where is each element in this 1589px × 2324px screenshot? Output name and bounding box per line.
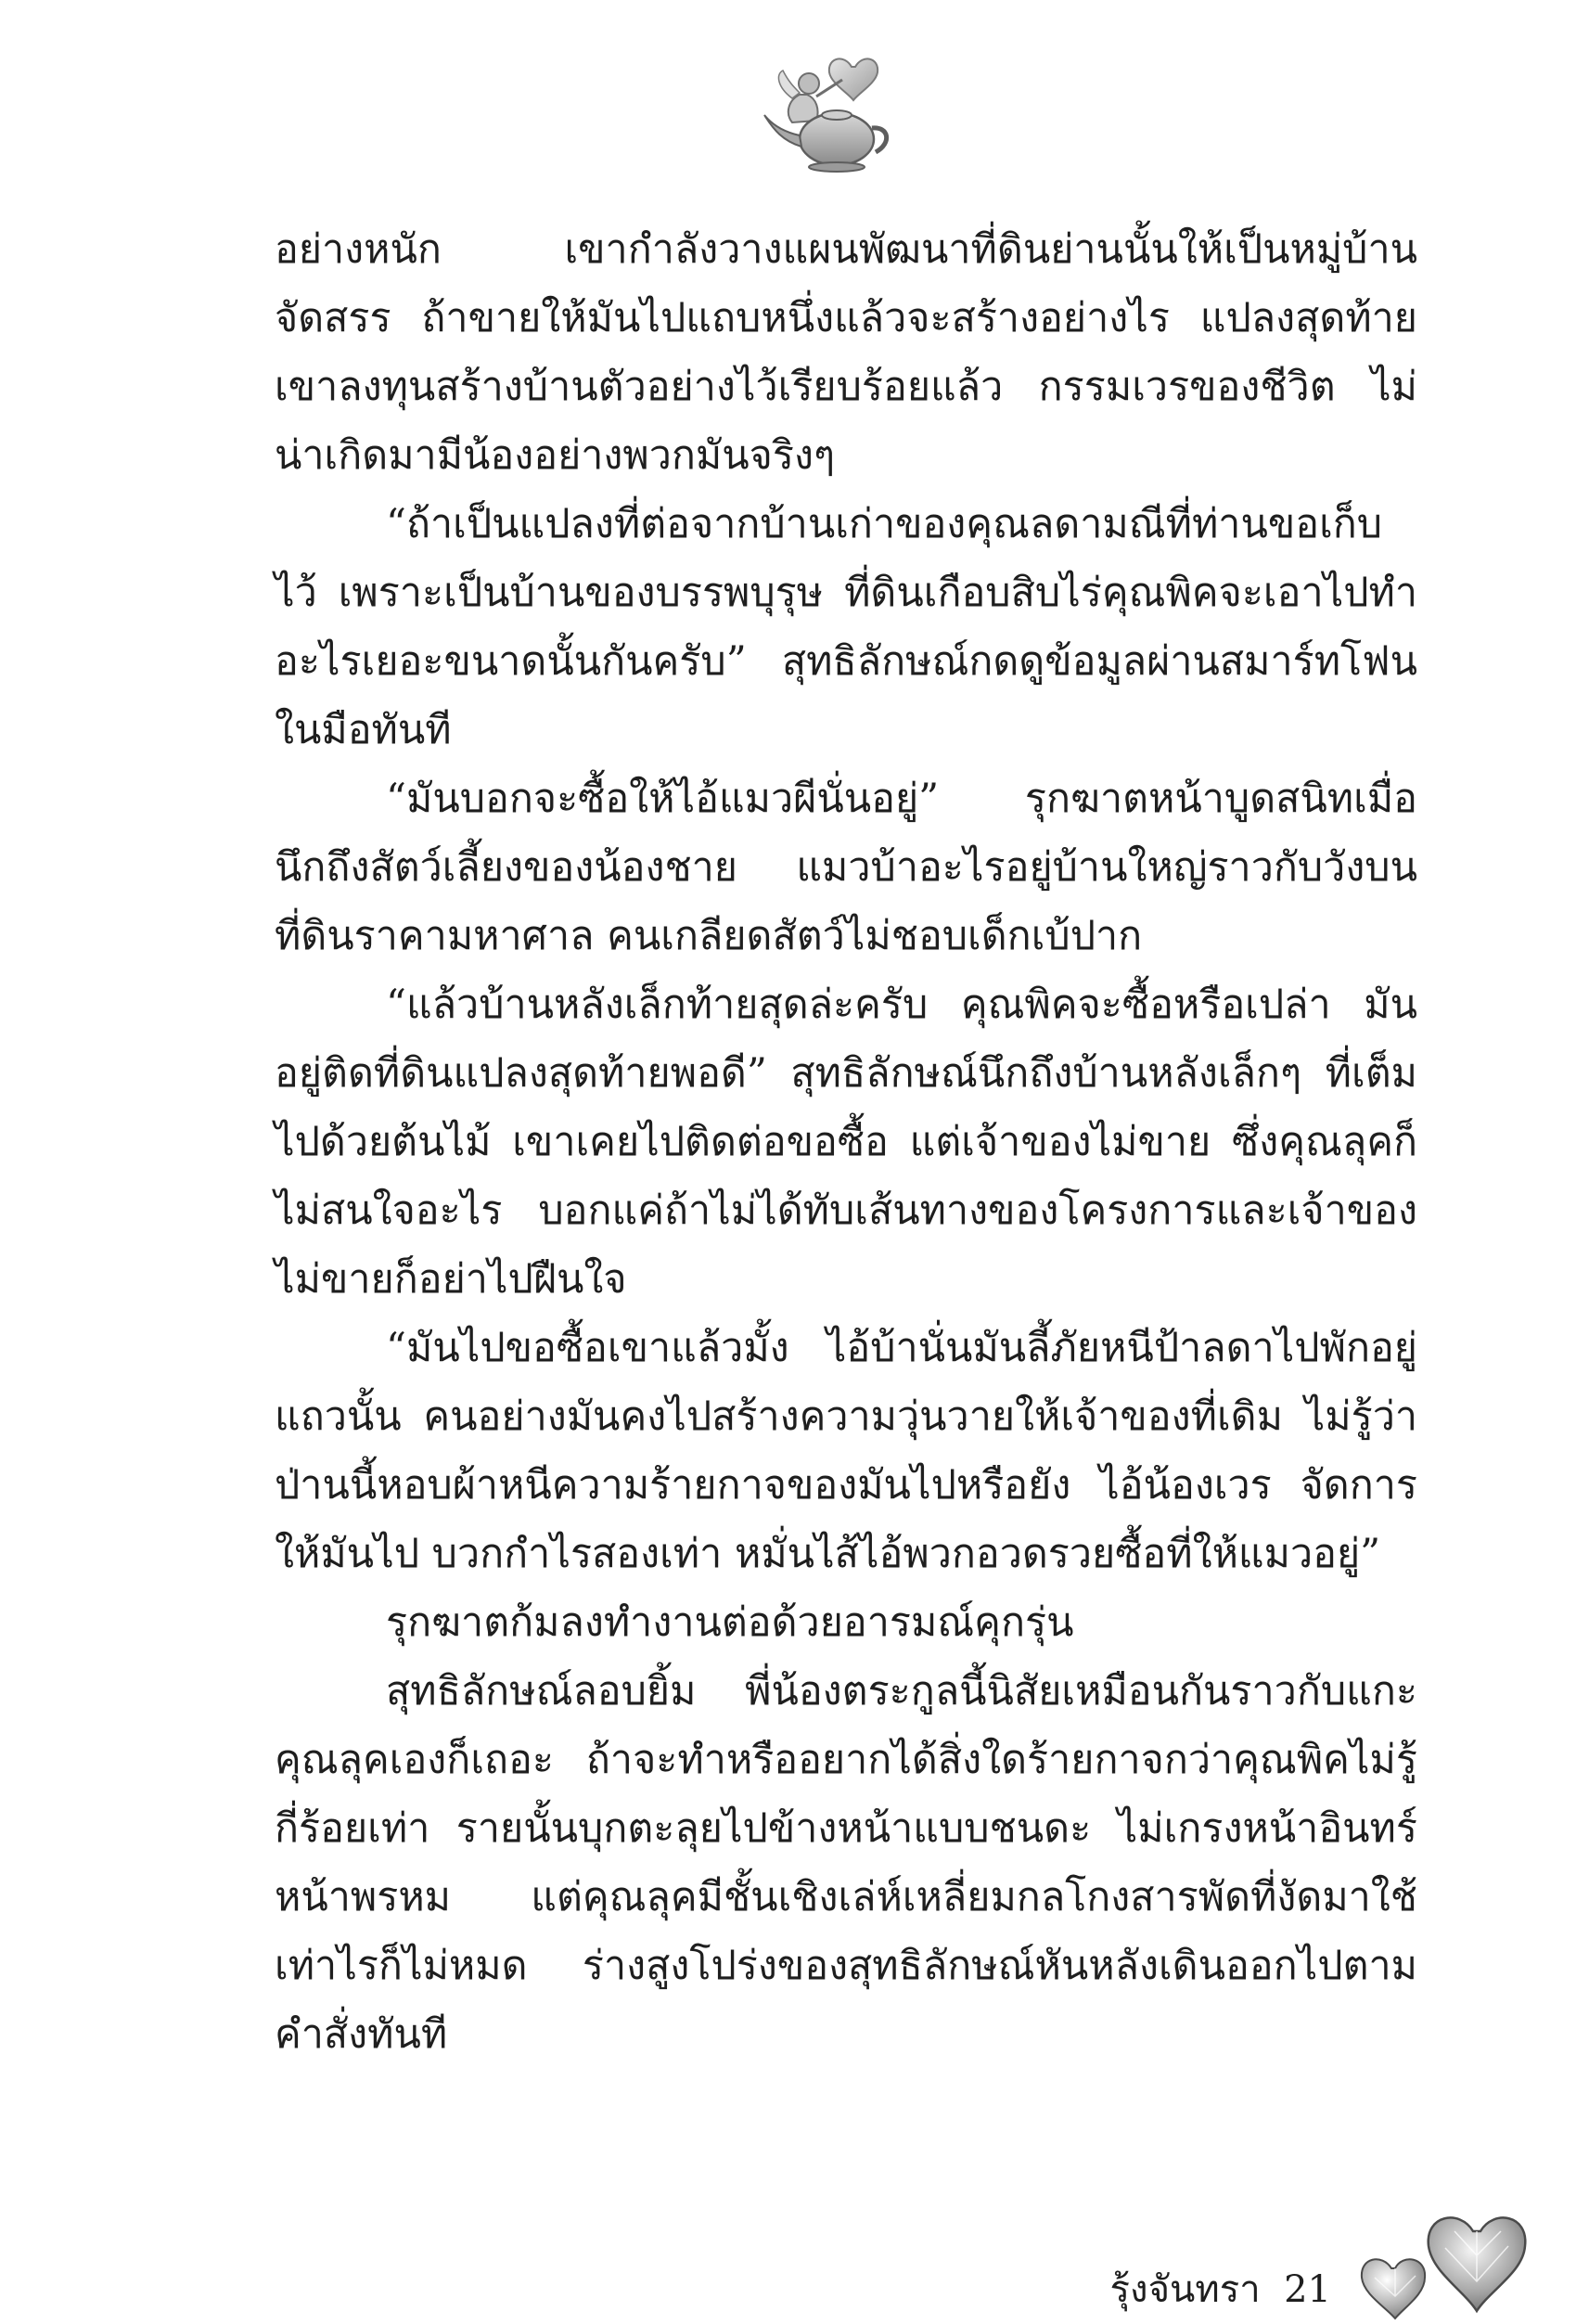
book-title: รุ้งจันทรา (1109, 2268, 1261, 2311)
paragraph: “มันไปขอซื้อเขาแล้วมั้ง ไอ้บ้านั่นมันลี้ภัยหนีป้าลดาไปพักอยู่แถวนั้น คนอย่างมันคงไปสร้างความวุ่นวายให้เจ้าของที่เดิม ไม่รู้ว่าป่านนี้หอบผ้าหนีความร้ายกาจของมันไปหรือยัง ไอ้น้องเวร จัดการให้มันไป บวกกำไรสองเท่า หมั่นไส้ไอ้พวกอวดรวยซื้อที่ให้แมวอยู่” (275, 1325, 1417, 1577)
paragraph: อย่างหนัก เขากำลังวางแผนพัฒนาที่ดินย่านนั้นให้เป็นหมู่บ้านจัดสรร ถ้าขายให้มันไปแถบหนึ่งแล้วจะสร้างอย่างไร แปลงสุดท้ายเขาลงทุนสร้างบ้านตัวอย่างไว้เรียบร้อยแล้ว กรรมเวรของชีวิต ไม่น่าเกิดมามีน้องอย่างพวกมันจริงๆ (275, 226, 1417, 479)
page-number: 21 (1284, 2268, 1331, 2311)
page-footer (1095, 2259, 1331, 2315)
paragraph: “ถ้าเป็นแปลงที่ต่อจากบ้านเก่าของคุณลดามณีที่ท่านขอเก็บไว้ เพราะเป็นบ้านของบรรพบุรุษ ที่ดินเกือบสิบไร่คุณพิคจะเอาไปทำอะไรเยอะขนาดนั้นกันครับ” สุทธิลักษณ์กดดูข้อมูลผ่านสมาร์ทโฟนในมือทันที (275, 501, 1417, 753)
paragraph: รุกฆาตก้มลงทำงานต่อด้วยอารมณ์คุกรุ่น (386, 1599, 1074, 1646)
cupid-teapot-ornament-icon (751, 46, 900, 186)
story-text (275, 215, 1417, 2069)
paragraph: สุทธิลักษณ์ลอบยิ้ม พี่น้องตระกูลนี้นิสัยเหมือนกันราวกับแกะ คุณลุคเองก็เถอะ ถ้าจะทำหรืออยากได้สิ่งใดร้ายกาจกว่าคุณพิคไม่รู้กี่ร้อยเท่า รายนั้นบุกตะลุยไปข้างหน้าแบบชนดะ ไม่เกรงหน้าอินทร์หน้าพรหม แต่คุณลุคมีชั้นเชิงเล่ห์เหลี่ยมกลโกงสารพัดที่งัดมาใช้เท่าไรก็ไม่หมด ร่างสูงโปร่งของสุทธิลักษณ์หันหลังเดินออกไปตามคำสั่งทันที (275, 1668, 1417, 2058)
paragraph: “มันบอกจะซื้อให้ไอ้แมวผีนั่นอยู่” รุกฆาตหน้าบูดสนิทเมื่อนึกถึงสัตว์เลี้ยงของน้องชาย แมวบ้าอะไรอยู่บ้านใหญ่ราวกับวังบนที่ดินราคามหาศาล คนเกลียดสัตว์ไม่ชอบเด็กเบ้ปาก (275, 776, 1417, 959)
footer-label (1110, 2259, 1331, 2318)
paragraph: “แล้วบ้านหลังเล็กท้ายสุดล่ะครับ คุณพิคจะซื้อหรือเปล่า มันอยู่ติดที่ดินแปลงสุดท้ายพอดี” สุทธิลักษณ์นึกถึงบ้านหลังเล็กๆ ที่เต็มไปด้วยต้นไม้ เขาเคยไปติดต่อขอซื้อ แต่เจ้าของไม่ขาย ซึ่งคุณลุคก็ไม่สนใจอะไร บอกแค่ถ้าไม่ได้ทับเส้นทางของโครงการและเจ้าของไม่ขายก็อย่าไปฝืนใจ (275, 982, 1417, 1303)
crystal-hearts-icon (1354, 2203, 1540, 2324)
